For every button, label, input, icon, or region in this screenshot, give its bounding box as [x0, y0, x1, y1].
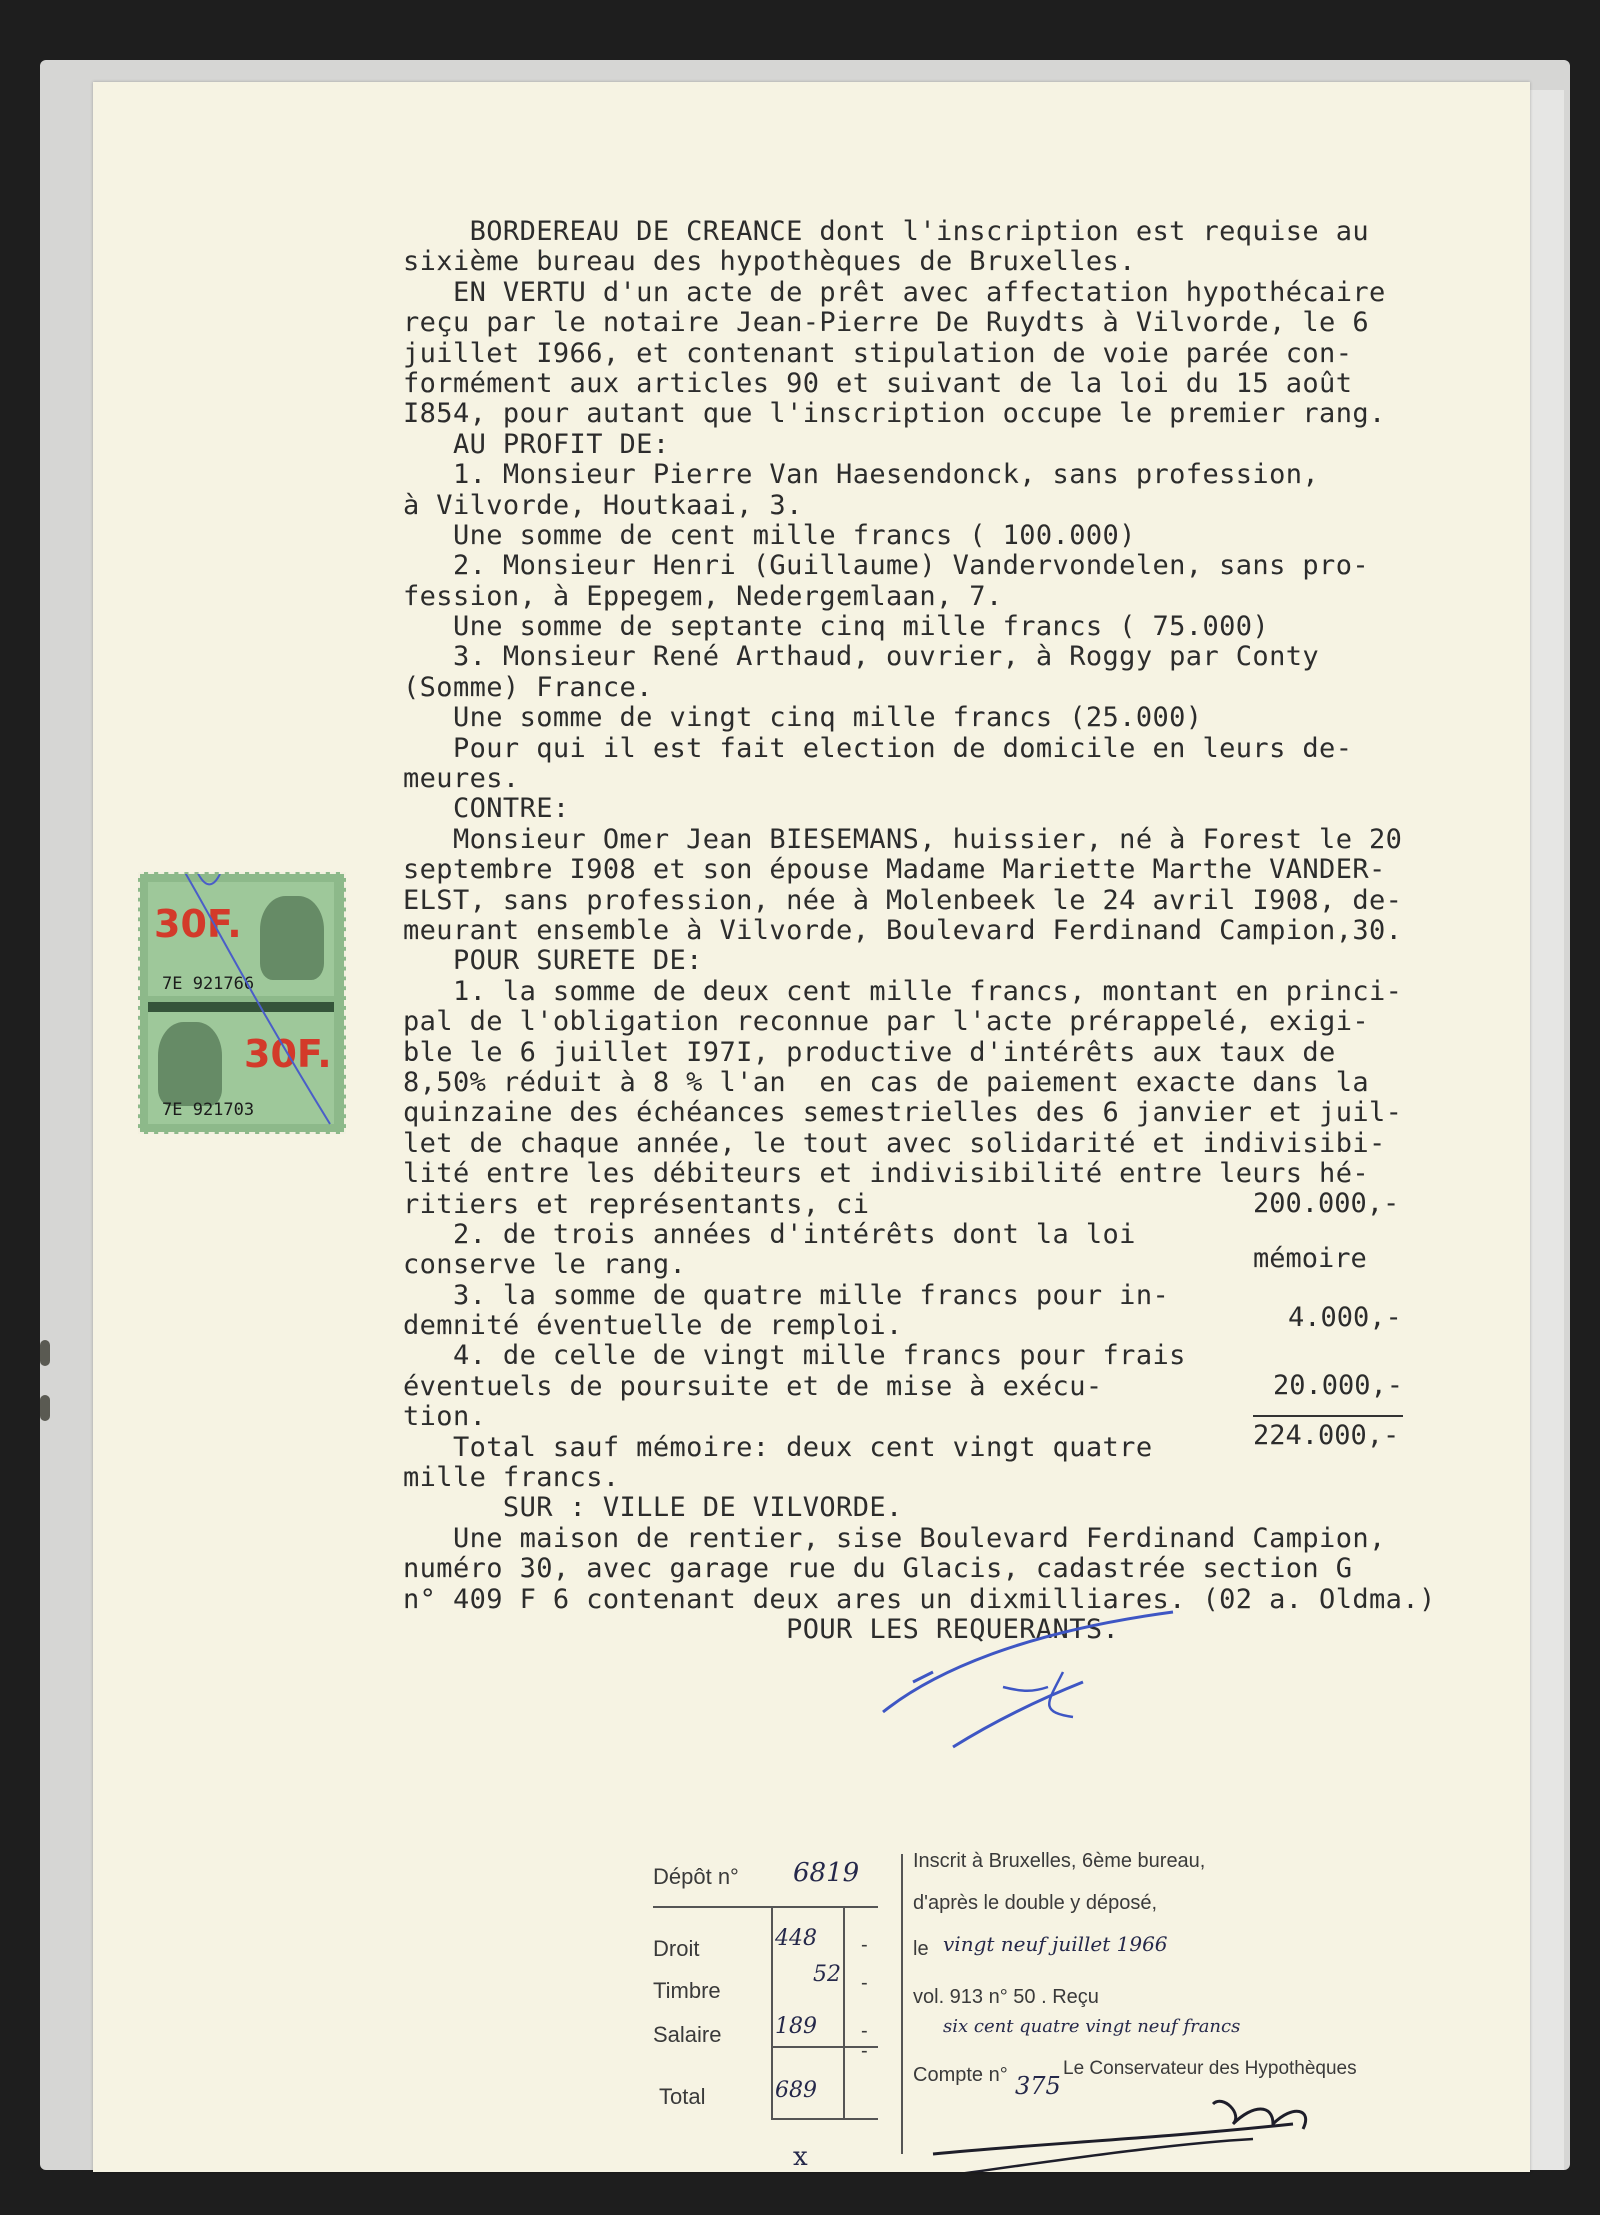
salaire-dash: -	[861, 2020, 868, 2042]
total-rule	[1253, 1415, 1403, 1417]
timbre-value: 52	[813, 1962, 841, 1987]
stamp-serial-bottom: 7E 921703	[162, 1100, 255, 1120]
revenue-stamp	[138, 872, 346, 1134]
timbre-dash: -	[861, 1972, 868, 1994]
text-line: Total sauf mémoire: deux cent vingt quatre	[403, 1431, 1153, 1463]
depot-label: Dépôt n°	[653, 1864, 739, 1889]
text-line: Une maison de rentier, sise Boulevard Ferdinand Campion,	[403, 1522, 1386, 1554]
compte-number: 375	[1015, 2072, 1061, 2100]
text-line: fession, à Eppegem, Nedergemlaan, 7.	[403, 580, 1003, 612]
salaire-label: Salaire	[653, 2022, 722, 2047]
inscrit-line: Inscrit à Bruxelles, 6ème bureau,	[913, 1850, 1206, 1872]
text-line: (Somme) France.	[403, 671, 653, 703]
conservateur-signature	[913, 2084, 1413, 2172]
stamp-value-bottom: 30F.	[244, 1032, 332, 1076]
binder-hole	[40, 1395, 50, 1421]
droit-label: Droit	[653, 1936, 700, 1961]
text-line: Pour qui il est fait election de domicile en leurs de-	[403, 732, 1353, 764]
droit-value: 448	[775, 1926, 817, 1951]
text-line: CONTRE:	[403, 793, 570, 825]
text-line: septembre I908 et son épouse Madame Mariette Marthe VANDER-	[403, 854, 1386, 886]
text-line: let de chaque année, le tout avec solidarité et indivisibi-	[403, 1127, 1386, 1159]
text-line: éventuels de poursuite et de mise à exécu-	[403, 1370, 1103, 1402]
amount-interest: mémoire	[1253, 1243, 1367, 1274]
text-line: ble le 6 juillet I97I, productive d'intérêts aux taux de	[403, 1036, 1336, 1068]
text-line: demnité éventuelle de remploi.	[403, 1310, 903, 1342]
amount-total: 224.000,-	[1253, 1420, 1400, 1451]
text-line: 1. la somme de deux cent mille francs, montant en princi-	[403, 975, 1403, 1007]
text-line: EN VERTU d'un acte de prêt avec affectation hypothécaire	[403, 276, 1386, 308]
total-value: 689	[775, 2078, 817, 2103]
cross-mark: x	[793, 2142, 808, 2172]
amount-in-words: six cent quatre vingt neuf francs	[943, 2016, 1241, 2037]
document-page	[93, 82, 1530, 2172]
amount-remploi: 4.000,-	[1288, 1302, 1402, 1333]
column-rule	[843, 1906, 845, 2118]
text-line: Monsieur Omer Jean BIESEMANS, huissier, né à Forest le 20	[403, 823, 1403, 855]
text-line: conserve le rang.	[403, 1249, 687, 1281]
text-line: à Vilvorde, Houtkaai, 3.	[403, 489, 803, 521]
text-line: quinzaine des échéances semestrielles des 6 janvier et juil-	[403, 1097, 1403, 1129]
text-line: Une somme de septante cinq mille francs ( 75.000)	[403, 611, 1270, 643]
salaire-value: 189	[775, 2014, 817, 2039]
droit-dash: -	[861, 1934, 868, 1956]
text-line: BORDEREAU DE CREANCE dont l'inscription est requise au	[403, 216, 1370, 247]
text-line: SUR : VILLE DE VILVORDE.	[403, 1492, 903, 1524]
text-line: AU PROFIT DE:	[403, 428, 670, 460]
text-line: 3. la somme de quatre mille francs pour in-	[403, 1279, 1170, 1311]
text-line: pal de l'obligation reconnue par l'acte prérappelé, exigi-	[403, 1006, 1370, 1038]
le-label: le	[913, 1938, 929, 1960]
column-rule	[901, 1854, 903, 2154]
stamp-serial-top: 7E 921766	[162, 974, 255, 994]
total-dash: -	[861, 2040, 868, 2062]
text-line: Une somme de cent mille francs ( 100.000)	[403, 519, 1136, 551]
stamp-value-top: 30F.	[154, 902, 242, 946]
vol-line: vol. 913 n° 50 . Reçu	[913, 1986, 1099, 2008]
text-line: 3. Monsieur René Arthaud, ouvrier, à Roggy par Conty	[403, 641, 1320, 673]
text-line: formément aux articles 90 et suivant de la loi du 15 août	[403, 367, 1353, 399]
text-line: Une somme de vingt cinq mille francs (25.000)	[403, 702, 1203, 734]
text-line: meures.	[403, 763, 520, 795]
registration-stamp	[653, 1844, 1530, 2172]
text-line: 8,50% réduit à 8 % l'an en cas de paiement exacte dans la	[403, 1066, 1370, 1098]
text-line: 4. de celle de vingt mille francs pour frais	[403, 1340, 1186, 1372]
binder-hole	[40, 1340, 50, 1366]
rule	[771, 2118, 878, 2120]
text-line: I854, pour autant que l'inscription occupe le premier rang.	[403, 398, 1386, 430]
text-line: mille francs.	[403, 1462, 620, 1494]
depot-number: 6819	[793, 1858, 860, 1888]
text-line: juillet I966, et contenant stipulation de voie parée con-	[403, 337, 1353, 369]
timbre-label: Timbre	[653, 1978, 721, 2003]
text-line: lité entre les débiteurs et indivisibilité entre leurs hé-	[403, 1158, 1370, 1190]
text-line: meurant ensemble à Vilvorde, Boulevard Ferdinand Campion,30.	[403, 914, 1403, 946]
text-line: tion.	[403, 1401, 487, 1433]
amount-frais: 20.000,-	[1273, 1370, 1404, 1401]
text-line: ELST, sans profession, née à Molenbeek le 24 avril I908, de-	[403, 884, 1403, 916]
text-line: n° 409 F 6 contenant deux ares un dixmilliares. (02 a. Oldma.)	[403, 1583, 1436, 1615]
text-line: 1. Monsieur Pierre Van Haesendonck, sans profession,	[403, 459, 1320, 491]
total-label: Total	[659, 2084, 706, 2109]
text-line: POUR SURETE DE:	[403, 945, 703, 977]
conservateur-line: Le Conservateur des Hypothèques	[1063, 2058, 1357, 2079]
compte-label: Compte n°	[913, 2064, 1008, 2086]
column-rule	[771, 1906, 773, 2118]
text-line: 2. Monsieur Henri (Guillaume) Vandervondelen, sans pro-	[403, 550, 1370, 582]
inscription-date: vingt neuf juillet 1966	[943, 1932, 1168, 1956]
text-line: ritiers et représentants, ci	[403, 1188, 870, 1220]
stamp-cancel-mark	[140, 874, 344, 1132]
requerant-signature	[873, 1592, 1193, 1772]
text-line: sixième bureau des hypothèques de Bruxelles.	[403, 246, 1136, 278]
amount-principal: 200.000,-	[1253, 1188, 1400, 1219]
text-line: POUR LES REQUERANTS.	[403, 1613, 1120, 1645]
apres-line: d'après le double y déposé,	[913, 1892, 1157, 1914]
text-line: reçu par le notaire Jean-Pierre De Ruydts à Vilvorde, le 6	[403, 307, 1370, 339]
text-line: numéro 30, avec garage rue du Glacis, cadastrée section G	[403, 1553, 1353, 1585]
text-line: 2. de trois années d'intérêts dont la loi	[403, 1218, 1136, 1250]
